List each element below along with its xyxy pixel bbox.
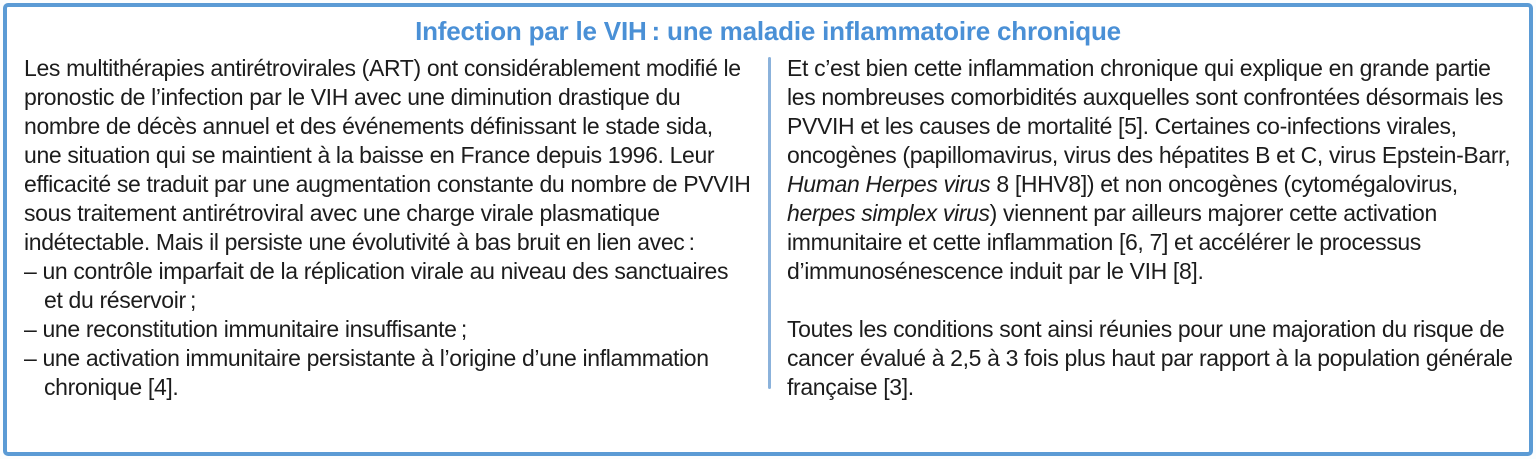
italic-virus-name: Human Herpes virus — [787, 171, 991, 197]
info-box — [3, 3, 1533, 456]
paragraph-spacer — [787, 286, 1515, 315]
two-column-layout — [7, 47, 1529, 402]
cancer-risk-paragraph: Toutes les conditions sont ainsi réunies pour une majoration du risque de cancer évalué à 2,5 à 3 fois plus haut par rapport à la population générale française [3]. — [787, 316, 1513, 400]
left-column — [24, 54, 752, 402]
bullet-list — [24, 257, 752, 402]
right-column — [787, 54, 1515, 402]
paragraph-segment: Et c’est bien cette inflammation chronique qui explique en grande partie les nombreuses comorbidités auxquelles sont confrontées désormais les PVVIH et les causes de mortalité [5]. Certaines co-infections virales, oncogènes (papillomavirus, virus des hépatites B et C, virus Epstein-Barr, — [787, 55, 1511, 168]
paragraph-segment: ) viennent par ailleurs majorer cette activation immunitaire et cette inflammation [6, 7] et accélérer le processus d’immunosénescence induit par le VIH [8]. — [787, 200, 1437, 284]
italic-virus-name: herpes simplex virus — [787, 200, 990, 226]
bullet-item: – une reconstitution immunitaire insuffisante ; — [24, 316, 467, 342]
intro-paragraph: Les multithérapies antirétrovirales (ART) ont considérablement modifié le pronostic de l’infection par le VIH avec une diminution drastique du nombre de décès annuel et des événements définissant le stade sida, une situation qui se maintient à la baisse en France depuis 1996. Leur efficacité se traduit par une augmentation constante du nombre de PVVIH sous traitement antirétroviral avec une charge virale plasmatique indétectable. Mais il persiste une évolutivité à bas bruit en lien avec : — [24, 55, 751, 255]
column-divider-rule — [768, 57, 771, 389]
comorbidity-paragraph — [787, 54, 1515, 286]
paragraph-segment: 8 [HHV8]) et non oncogènes (cytomégalovirus, — [990, 171, 1458, 197]
bullet-item: – un contrôle imparfait de la réplication virale au niveau des sanctuaires et du réservoir ; — [24, 258, 729, 313]
box-title: Infection par le VIH : une maladie inflammatoire chronique — [415, 16, 1121, 46]
bullet-item: – une activation immunitaire persistante à l’origine d’une inflammation chronique [4]. — [24, 345, 709, 400]
